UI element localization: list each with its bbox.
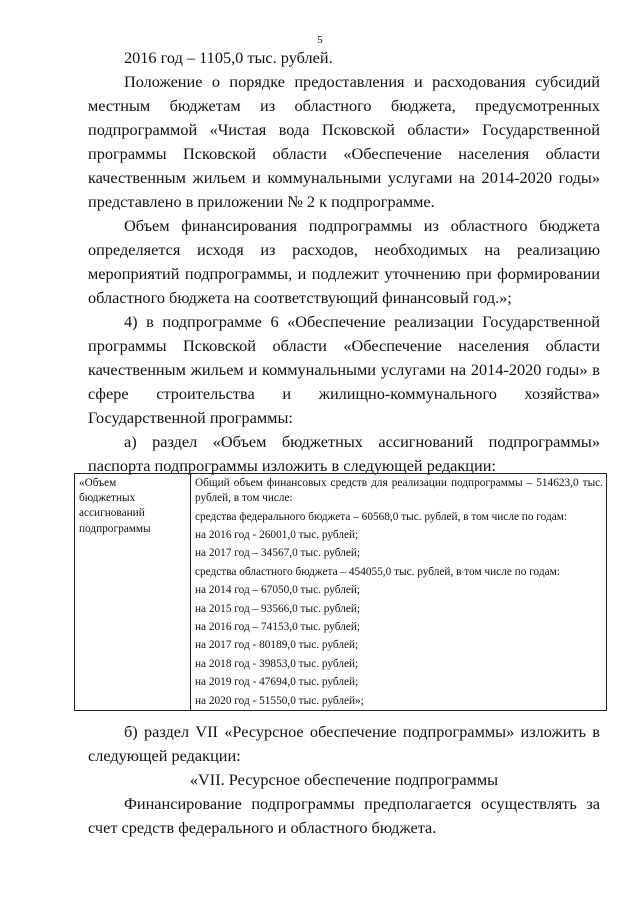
text-line: а) раздел «Объем бюджетных ассигнований подпрограммы» <box>124 432 600 451</box>
text-line: местным бюджетам из областного бюджета, предусмотренных <box>88 96 600 115</box>
year-amount-line: на 2018 год - 39853,0 тыс. рублей; <box>195 657 359 670</box>
text-line: б) раздел VII «Ресурсное обеспечение подпрограммы» изложить в <box>124 722 600 741</box>
paragraph-2016-amount <box>88 46 600 70</box>
text-line: паспорта подпрограммы изложить в следующей редакции: <box>88 456 496 475</box>
text-line: счет средств федерального и областного бюджета. <box>88 818 437 837</box>
paragraph-financing-sources <box>88 792 600 840</box>
text-line: подпрограммой «Чистая вода Псковской области» Государственной <box>88 120 600 139</box>
text-line: Государственной программы: <box>88 408 293 427</box>
federal-budget-line: средства федерального бюджета – 60568,0 тыс. рублей, в том числе по годам: <box>195 510 568 523</box>
year-amount-line: на 2019 год - 47694,0 тыс. рублей; <box>195 676 359 689</box>
table-label-cell <box>75 474 191 711</box>
year-amount-line: на 2017 год – 34567,0 тыс. рублей; <box>195 547 361 560</box>
year-amount-line: на 2016 год – 74153,0 тыс. рублей; <box>195 620 361 633</box>
table-value-cell <box>191 474 607 711</box>
table-row <box>75 474 607 711</box>
paragraph-item-a <box>88 430 600 478</box>
text-line: программы Псковской области «Обеспечение населения области <box>88 144 600 163</box>
text-line: 2016 год – 1105,0 тыс. рублей. <box>124 48 333 67</box>
text-line: Финансирование подпрограммы предполагается осуществлять за <box>124 794 600 813</box>
text-line: программы Псковской области «Обеспечение населения области <box>88 336 600 355</box>
text-line: качественным жильем и коммунальными услугами на 2014-2020 годы» <box>88 168 600 187</box>
paragraph-subsidies <box>88 70 600 214</box>
label-line: ассигнований <box>79 507 145 520</box>
text-line: качественным жильем и коммунальными услугами на 2014-2020 годы» в <box>88 360 600 379</box>
paragraph-item-b <box>88 720 600 768</box>
text-line: определяется исходя из расходов, необходимых на реализацию <box>88 240 600 259</box>
paragraph-financing-volume <box>88 214 600 310</box>
year-amount-line: на 2017 год - 80189,0 тыс. рублей; <box>195 639 359 652</box>
year-amount-line: на 2016 год - 26001,0 тыс. рублей; <box>195 528 359 541</box>
page-number: 5 <box>317 34 323 46</box>
text-line: областного бюджета на соответствующий финансовый год.»; <box>88 288 512 307</box>
label-line: подпрограммы <box>79 522 151 535</box>
regional-budget-line: средства областного бюджета – 454055,0 тыс. рублей, в том числе по годам: <box>195 565 560 578</box>
heading-text: «VII. Ресурсное обеспечение подпрограммы <box>189 770 499 789</box>
text-line: представлено в приложении № 2 к подпрограмме. <box>88 192 435 211</box>
year-amount-line: на 2014 год – 67050,0 тыс. рублей; <box>195 584 361 597</box>
paragraph-item-4 <box>88 310 600 430</box>
section-heading-vii <box>88 768 600 792</box>
text-line: Объем финансирования подпрограммы из областного бюджета <box>124 216 600 235</box>
label-line: бюджетных <box>79 492 136 505</box>
budget-allocation-table <box>74 473 607 711</box>
year-amount-line: на 2020 год - 51550,0 тыс. рублей»; <box>195 694 364 707</box>
year-amount-line: на 2015 год – 93566,0 тыс. рублей; <box>195 602 361 615</box>
text-line: мероприятий подпрограммы, и подлежит уточнению при формировании <box>88 264 600 283</box>
text-line: 4) в подпрограмме 6 «Обеспечение реализации Государственной <box>124 312 600 331</box>
text-line: Положение о порядке предоставления и расходования субсидий <box>124 72 600 91</box>
total-financing-line: Общий объем финансовых средств для реализации подпрограммы – 514623,0 тыс. рублей, в том числе: <box>195 477 603 505</box>
text-line: сфере строительства и жилищно-коммунального хозяйства» <box>88 384 600 403</box>
text-line: следующей редакции: <box>88 746 241 765</box>
label-line: «Объем <box>79 477 117 489</box>
